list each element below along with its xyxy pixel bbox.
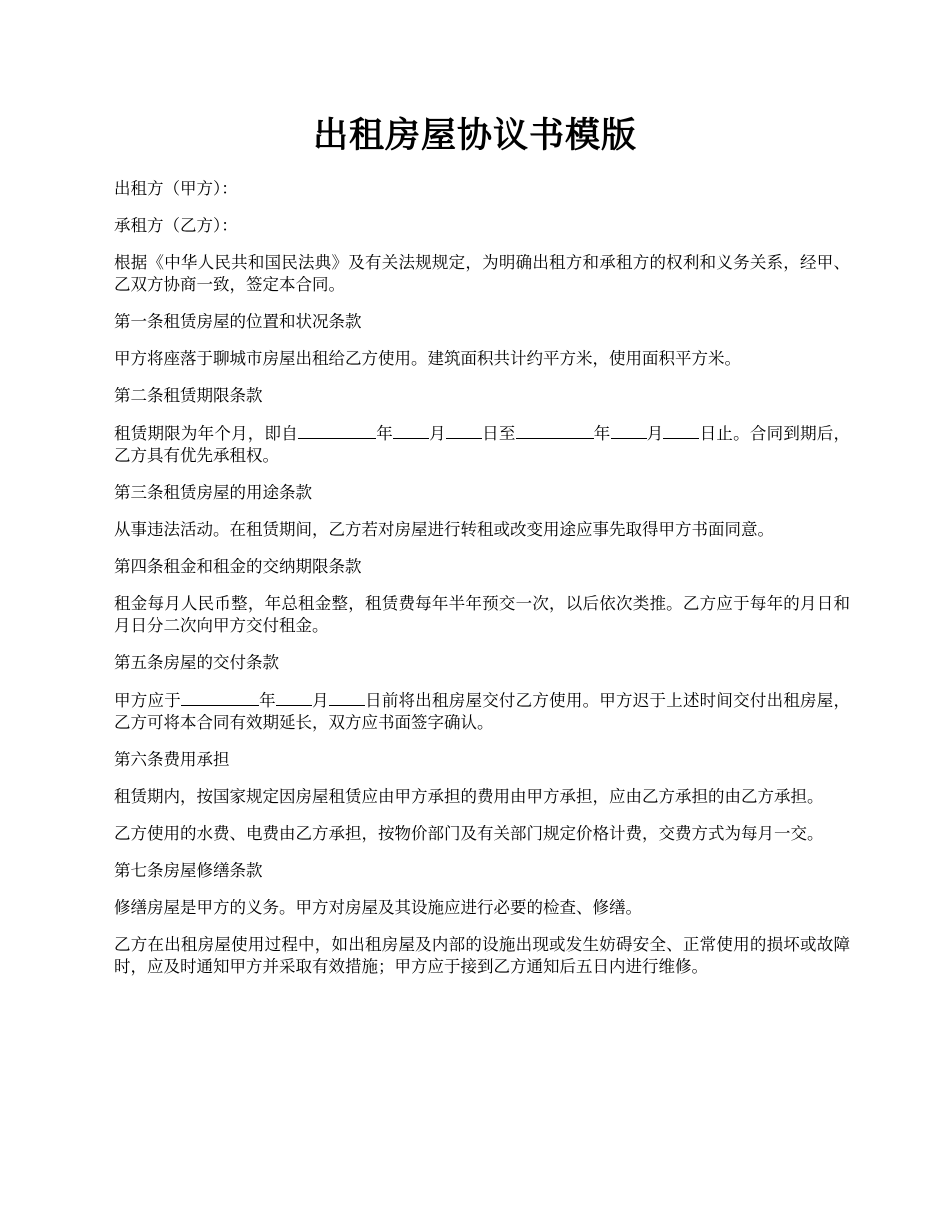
article-3-heading: 第三条租赁房屋的用途条款: [114, 483, 312, 502]
article-3-paragraph: 从事违法活动。在租赁期间，乙方若对房屋进行转租或改变用途应事先取得甲方书面同意。: [114, 520, 774, 539]
fill-blank: [446, 422, 482, 439]
text-segment: 年: [258, 691, 276, 710]
lessor-line: 出租方（甲方）：: [114, 179, 238, 198]
article-7-heading: 第七条房屋修缮条款: [114, 861, 263, 880]
article-1-paragraph: 甲方将座落于聊城市房屋出租给乙方使用。建筑面积共计约平方米，使用面积平方米。: [114, 349, 741, 368]
article-1-heading: 第一条租赁房屋的位置和状况条款: [114, 312, 362, 331]
fill-blank: [611, 422, 647, 439]
article-7-paragraph-1: 修缮房屋是甲方的义务。甲方对房屋及其设施应进行必要的检查、修缮。: [114, 898, 642, 917]
text-segment: 日至: [481, 424, 516, 443]
text-segment: 租赁期限为年个月，即自: [114, 424, 298, 443]
article-6-paragraph-2: 乙方使用的水费、电费由乙方承担，按物价部门及有关部门规定价格计费，交费方式为每月一交。: [114, 824, 824, 843]
text-segment: 甲方应于: [114, 691, 181, 710]
article-2-paragraph: [114, 422, 850, 467]
text-segment: 年: [593, 424, 611, 443]
document-body: [114, 178, 850, 993]
article-6-heading: 第六条费用承担: [114, 750, 230, 769]
fill-blank: [298, 422, 376, 439]
text-segment: 月: [646, 424, 664, 443]
fill-blank: [393, 422, 429, 439]
lessee-line: 承租方（乙方）：: [114, 216, 238, 235]
article-4-paragraph: 租金每月人民币整，年总租金整，租赁费每年半年预交一次，以后依次类推。乙方应于每年的月日和月日分二次向甲方交付租金。: [114, 594, 850, 635]
fill-blank: [276, 689, 312, 706]
text-segment: 月: [311, 691, 329, 710]
fill-blank: [516, 422, 594, 439]
article-7-paragraph-2: 乙方在出租房屋使用过程中，如出租房屋及内部的设施出现或发生妨碍安全、正常使用的损坏或故障时，应及时通知甲方并采取有效措施；甲方应于接到乙方通知后五日内进行维修。: [114, 935, 850, 976]
article-5-heading: 第五条房屋的交付条款: [114, 653, 279, 672]
text-segment: 日止。合同到期后，乙方具有优先承租权。: [114, 424, 851, 465]
document-title: 出租房屋协议书模版: [312, 116, 637, 156]
article-5-paragraph: [114, 689, 850, 734]
article-2-heading: 第二条租赁期限条款: [114, 386, 263, 405]
article-6-paragraph-1: 租赁期内，按国家规定因房屋租赁应由甲方承担的费用由甲方承担，应由乙方承担的由乙方承担。: [114, 787, 824, 806]
fill-blank: [663, 422, 699, 439]
text-segment: 年: [375, 424, 393, 443]
fill-blank: [329, 689, 365, 706]
text-segment: 月: [428, 424, 446, 443]
preamble-paragraph: 根据《中华人民共和国民法典》及有关法规规定，为明确出租方和承租方的权利和义务关系，经甲、乙双方协商一致，签定本合同。: [114, 253, 850, 294]
article-4-heading: 第四条租金和租金的交纳期限条款: [114, 557, 362, 576]
fill-blank: [181, 689, 259, 706]
text-segment: 日前将出租房屋交付乙方使用。甲方迟于上述时间交付出租房屋，乙方可将本合同有效期延长，双方应书面签字确认。: [114, 691, 851, 732]
